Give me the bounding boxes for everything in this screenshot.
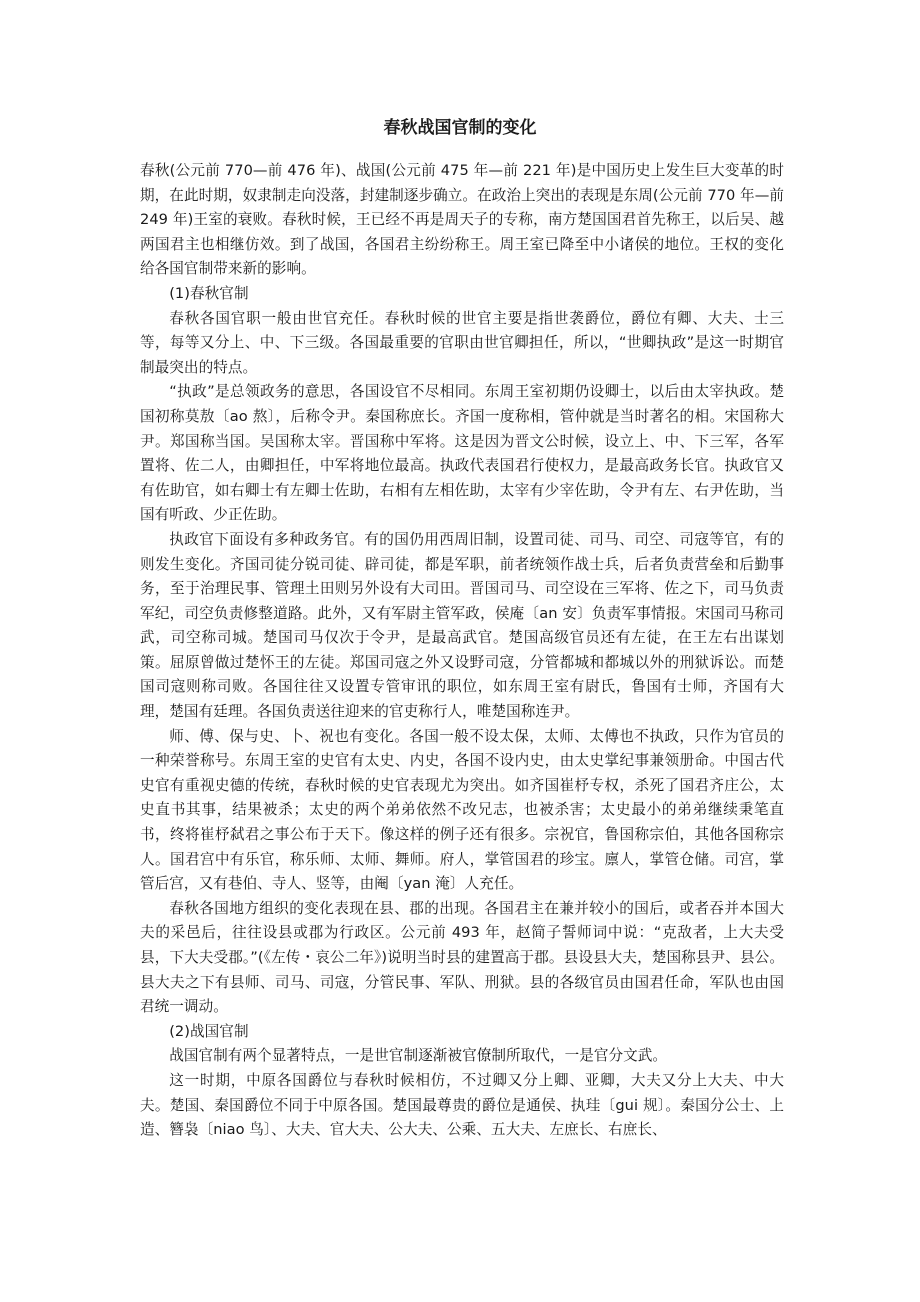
paragraph: 战国官制有两个显著特点，一是世官制逐渐被官僚制所取代，一是官分文武。 [169,1047,668,1065]
paragraph: 执政官下面设有多种政务官。有的国仍用西周旧制，设置司徒、司马、司空、司寇等官，有的则发生变化。齐国司徒分锐司徒、辟司徒，都是军职，前者统领作战士兵，后者负责营垒和后勤事务，至于治理民事、管理土田则另外设有大司田。晋国司马、司空设在三军将、佐之下，司马负责军纪，司空负责修整道路。此外，又有军尉主管军政，侯庵〔an 安〕负责军事情报。宋国司马称司武，司空称司城。楚国司马仅次于令尹，是最高武官。楚国高级官员还有左徒，在王左右出谋划策。屈原曾做过楚怀王的左徒。郑国司寇之外又设野司寇，分管都城和都城以外的刑狱诉讼。而楚国司寇则称司败。各国往往又设置专管审讯的职位，如东周王室有尉氏，鲁国有士师，齐国有大理，楚国有廷理。各国负责送往迎来的官吏称行人，唯楚国称连尹。 [140,530,784,721]
section-heading-chunqiu: (1)春秋官制 [169,284,249,302]
document-body [140,159,784,1143]
section-heading-zhanguo: (2)战国官制 [169,1022,249,1040]
paragraph: 春秋各国地方组织的变化表现在县、郡的出现。各国君主在兼并较小的国后，或者吞并本国大夫的采邑后，往往设县或郡为行政区。公元前 493 年，赵简子誓师词中说：“克敌者，上大夫受县，下大夫受郡。”(《左传・哀公二年》)说明当时县的建置高于郡。县设县大夫，楚国称县尹、县公。县大夫之下有县师、司马、司寇，分管民事、军队、刑狱。县的各级官员由国君任命，军队也由国君统一调动。 [140,899,784,1016]
paragraph: 春秋各国官职一般由世官充任。春秋时候的世官主要是指世袭爵位，爵位有卿、大夫、士三等，每等又分上、中、下三级。各国最重要的官职由世官卿担任，所以，“世卿执政”是这一时期官制最突出的特点。 [140,309,784,376]
document-title: 春秋战国官制的变化 [383,118,537,138]
paragraph-intro: 春秋(公元前 770—前 476 年)、战国(公元前 475 年—前 221 年)是中国历史上发生巨大变革的时期，在此时期，奴隶制走向没落，封建制逐步确立。在政治上突出的表现是东周(公元前 770 年—前 249 年)王室的衰败。春秋时候，王已经不再是周天子的专称，南方楚国国君首先称王，以后吴、越两国君主也相继仿效。到了战国，各国君主纷纷称王。周王室已降至中小诸侯的地位。王权的变化给各国官制带来新的影响。 [140,162,784,278]
paragraph: “执政”是总领政务的意思，各国设官不尽相同。东周王室初期仍设卿士，以后由太宰执政。楚国初称莫敖〔ao 熬〕，后称令尹。秦国称庶长。齐国一度称相，管仲就是当时著名的相。宋国称大尹。郑国称当国。吴国称太宰。晋国称中军将。这是因为晋文公时候，设立上、中、下三军，各军置将、佐二人，由卿担任，中军将地位最高。执政代表国君行使权力，是最高政务长官。执政官又有佐助官，如右卿士有左卿士佐助，右相有左相佐助，太宰有少宰佐助，令尹有左、右尹佐助，当国有听政、少正佐助。 [140,383,784,524]
paragraph: 师、傅、保与史、卜、祝也有变化。各国一般不设太保，太师、太傅也不执政，只作为官员的一种荣誉称号。东周王室的史官有太史、内史，各国不设内史，由太史掌纪事兼领册命。中国古代史官有重视史德的传统，春秋时候的史官表现尤为突出。如齐国崔杼专权，杀死了国君齐庄公，太史直书其事，结果被杀；太史的两个弟弟依然不改兄志，也被杀害；太史最小的弟弟继续秉笔直书，终将崔杼弑君之事公布于天下。像这样的例子还有很多。宗祝官，鲁国称宗伯，其他各国称宗人。国君宫中有乐官，称乐师、太师、舞师。府人，掌管国君的珍宝。廪人，掌管仓储。司宫，掌管后宫，又有巷伯、寺人、竖等，由阉〔yan 淹〕人充任。 [140,727,784,893]
paragraph: 这一时期，中原各国爵位与春秋时候相仿，不过卿又分上卿、亚卿，大夫又分上大夫、中大夫。楚国、秦国爵位不同于中原各国。楚国最尊贵的爵位是通侯、执珪〔gui 规〕。秦国分公士、上造、簪袅〔niao 鸟〕、大夫、官大夫、公大夫、公乘、五大夫、左庶长、右庶长、 [140,1071,784,1139]
